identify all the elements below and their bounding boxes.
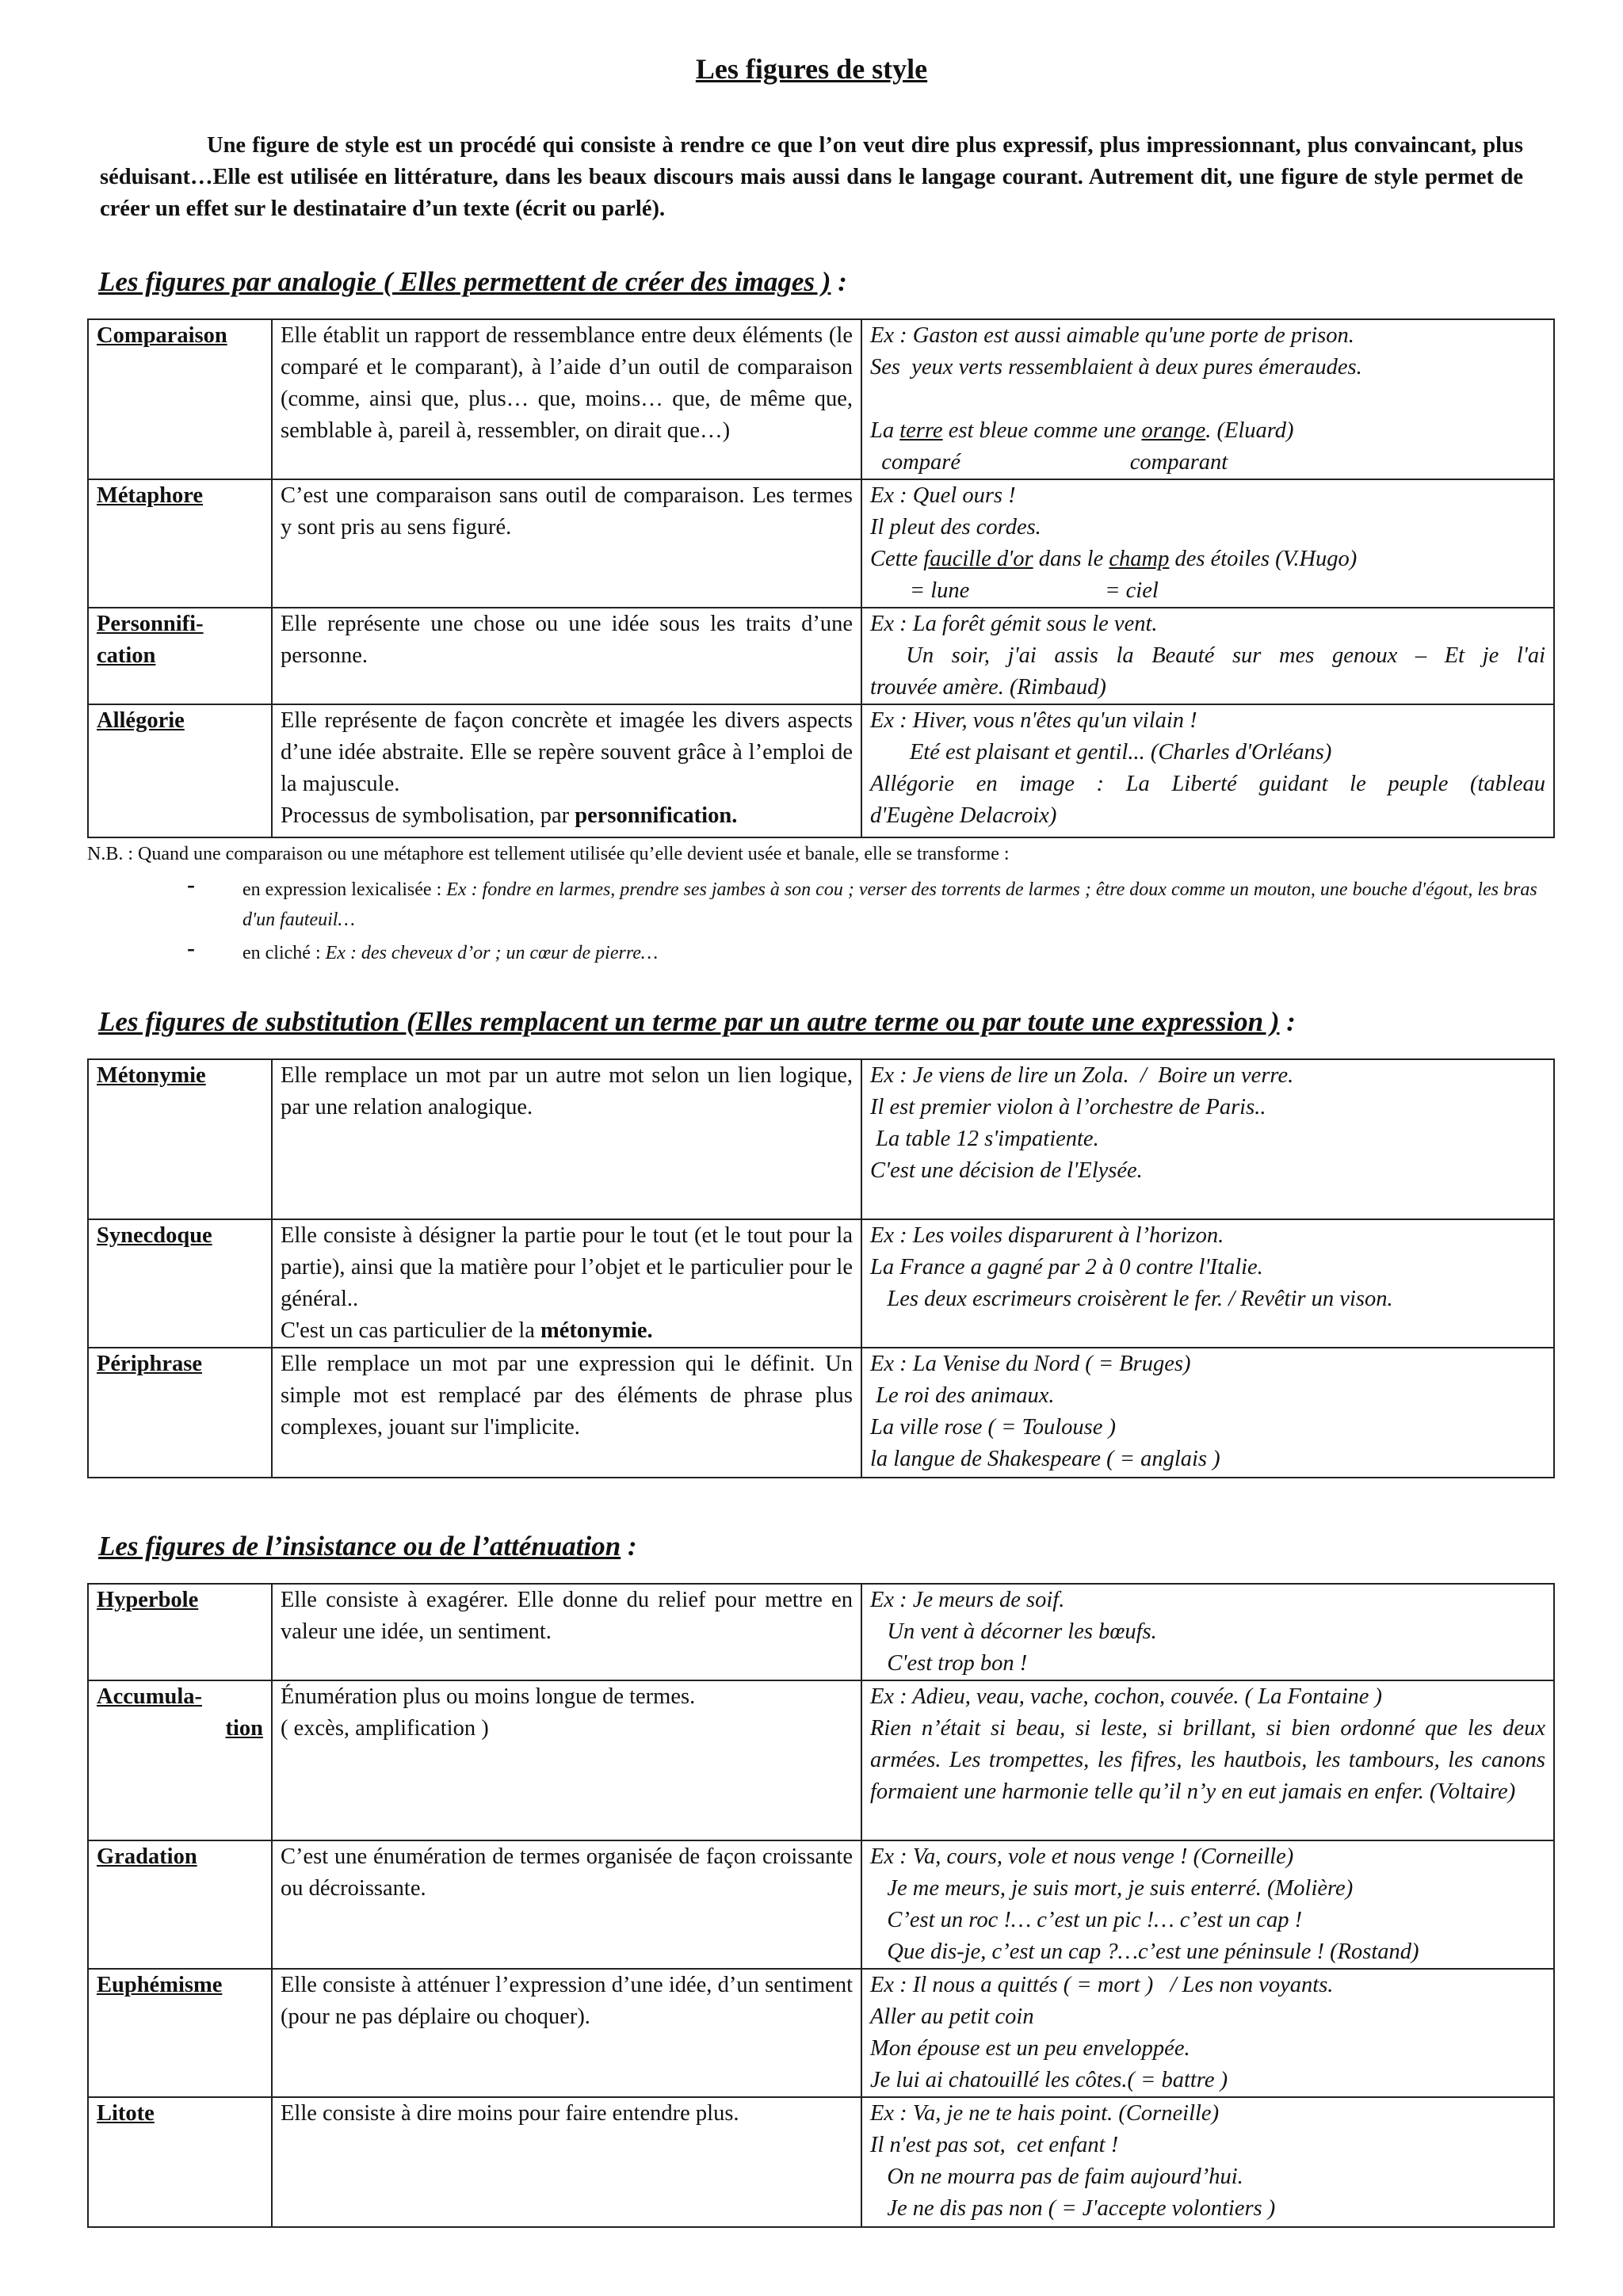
term-cell: Euphémisme <box>88 1969 272 2097</box>
example-line: Ex : Je viens de lire un Zola. / Boire un verre. <box>870 1063 1294 1088</box>
example-line: Je ne dis pas non ( = J'accepte volontiers ) <box>870 2196 1276 2221</box>
example-line: Ses yeux verts ressemblaient à deux pures émeraudes. <box>870 355 1362 379</box>
bold-word: métonymie. <box>540 1318 653 1343</box>
definition-cell: Elle remplace un mot par un autre mot selon un lien logique, par une relation analogique. <box>272 1059 861 1219</box>
definition-cell: Elle représente de façon concrète et imagée les divers aspects d’une idée abstraite. Elle se repère souvent grâce à l’emploi de la majuscule. Processus de symbolisation, par personnification. <box>272 704 861 837</box>
definition-cell: Elle consiste à exagérer. Elle donne du relief pour mettre en valeur une idée, un sentiment. <box>272 1584 861 1680</box>
example-line: C'est une décision de l'Elysée. <box>870 1158 1143 1183</box>
bold-word: personnification. <box>575 803 738 828</box>
nb-item-lexicalisee: en expression lexicalisée : Ex : fondre en larmes, prendre ses jambes à son cou ; verser des torrents de larmes ; être doux comme un mouton, une bouche d'égout, les bras d'un fauteuil… <box>242 879 1537 930</box>
example-line: trouvée amère. (Rimbaud) <box>870 675 1106 700</box>
nb-note: N.B. : Quand une comparaison ou une métaphore est tellement utilisée qu’elle devient usée et banale, elle se transforme : <box>87 844 1010 864</box>
term-cell: Métaphore <box>88 479 272 608</box>
definition-cell: Elle représente une chose ou une idée sous les traits d’une personne. <box>272 608 861 704</box>
section-heading-colon: : <box>831 266 847 297</box>
section-heading-analogie <box>98 266 847 298</box>
example-line: Il est premier violon à l’orchestre de Paris.. <box>870 1095 1266 1119</box>
example-cell <box>861 1969 1554 2097</box>
example-line: Le roi des animaux. <box>870 1383 1055 1408</box>
example-line: Ex : Va, cours, vole et nous venge ! (Corneille) <box>870 1844 1294 1869</box>
example-cell <box>861 1348 1554 1478</box>
example-line: Il n'est pas sot, cet enfant ! <box>870 2133 1119 2157</box>
example-line: = lune = ciel <box>870 578 1159 603</box>
section-heading-text: Les figures par analogie ( Elles permettent de créer des images ) <box>98 266 831 297</box>
table-row <box>88 1584 1554 1680</box>
example-line: Ex : Adieu, veau, vache, cochon, couvée. ( La Fontaine ) <box>870 1684 1383 1709</box>
document-title: Les figures de style <box>695 53 928 85</box>
table-row <box>88 319 1554 479</box>
example-line: Les deux escrimeurs croisèrent le fer. / Revêtir un vison. <box>870 1287 1393 1311</box>
term-cell: Allégorie <box>88 704 272 837</box>
example-line: comparé comparant <box>870 450 1228 475</box>
example-cell <box>861 1680 1554 1840</box>
example-cell <box>861 1584 1554 1680</box>
example-cell <box>861 2097 1554 2227</box>
example-line: Il pleut des cordes. <box>870 515 1041 540</box>
underlined-word: champ <box>1109 547 1170 571</box>
example-line: Ex : Gaston est aussi aimable qu'une porte de prison. <box>870 323 1354 348</box>
section-heading-insistance <box>98 1531 637 1562</box>
definition-cell: Elle consiste à dire moins pour faire entendre plus. <box>272 2097 861 2227</box>
bullet-dash: - <box>187 871 195 898</box>
example-cell <box>861 1219 1554 1348</box>
term-cell: Métonymie <box>88 1059 272 1219</box>
example-line: C’est un roc !… c’est un pic !… c’est un cap ! <box>870 1908 1303 1932</box>
table-row <box>88 608 1554 704</box>
underlined-word: faucille d'or <box>923 547 1033 571</box>
term-cell: Comparaison <box>88 319 272 479</box>
definition-cell: Elle établit un rapport de ressemblance entre deux éléments (le comparé et le comparant), à l’aide d’un outil de comparaison (comme, ainsi que, plus… que, moins… que, de même que, semblable à, pareil à, ressembler, on dirait que…) <box>272 319 861 479</box>
section-heading-text: Les figures de substitution (Elles remplacent un terme par un autre terme ou par toute une expression ) <box>98 1006 1280 1037</box>
example-line: La ville rose ( = Toulouse ) <box>870 1415 1117 1440</box>
example-line: Ex : La Venise du Nord ( = Bruges) <box>870 1352 1191 1376</box>
example-line: Ex : La forêt gémit sous le vent. <box>870 612 1158 636</box>
intro-paragraph: Une figure de style est un procédé qui consiste à rendre ce que l’on veut dire plus expressif, plus impressionnant, plus convaincant, plus séduisant…Elle est utilisée en littérature, dans les beaux discours mais aussi dans le langage courant. Autrement dit, une figure de style permet de créer un effet sur le destinataire d’un texte (écrit ou parlé). <box>100 133 1523 221</box>
example-cell <box>861 319 1554 479</box>
example-line: Eté est plaisant et gentil... (Charles d'Orléans) <box>870 740 1332 765</box>
term-cell: Gradation <box>88 1840 272 1969</box>
table-substitution <box>87 1058 1555 1478</box>
example-line: La table 12 s'impatiente. <box>870 1127 1099 1151</box>
example-line: Aller au petit coin <box>870 2004 1034 2029</box>
underlined-word: terre <box>899 418 943 443</box>
example-line: Ex : Il nous a quittés ( = mort ) / Les non voyants. <box>870 1973 1334 1997</box>
example-line: La terre est bleue comme une orange. (Eluard) <box>870 418 1294 443</box>
definition-cell: Énumération plus ou moins longue de termes. ( excès, amplification ) <box>272 1680 861 1840</box>
table-row <box>88 2097 1554 2227</box>
example-line: Ex : Quel ours ! <box>870 483 1016 508</box>
section-heading-substitution <box>98 1006 1296 1038</box>
table-row <box>88 1840 1554 1969</box>
example-line: Que dis-je, c’est un cap ?…c’est une péninsule ! (Rostand) <box>870 1939 1419 1964</box>
example-line: d'Eugène Delacroix) <box>870 803 1057 828</box>
example-line: Ex : Va, je ne te hais point. (Corneille) <box>870 2101 1220 2126</box>
example-line: Allégorie en image : La Liberté guidant le peuple (tableau <box>870 772 1545 796</box>
table-row <box>88 479 1554 608</box>
example-cell <box>861 479 1554 608</box>
table-row <box>88 1969 1554 2097</box>
example-line: Mon épouse est un peu enveloppée. <box>870 2036 1190 2061</box>
definition-cell: Elle consiste à désigner la partie pour le tout (et le tout pour la partie), ainsi que la matière pour l’objet et le particulier pour le général.. C'est un cas particulier de la métonymie. <box>272 1219 861 1348</box>
table-analogie <box>87 318 1555 838</box>
example-line: Cette faucille d'or dans le champ des étoiles (V.Hugo) <box>870 547 1358 571</box>
definition-cell: C’est une énumération de termes organisée de façon croissante ou décroissante. <box>272 1840 861 1969</box>
table-insistance <box>87 1583 1555 2228</box>
example-line: la langue de Shakespeare ( = anglais ) <box>870 1447 1220 1471</box>
example-line: Un vent à décorner les bœufs. <box>870 1619 1157 1644</box>
example-line: Rien n’était si beau, si leste, si brillant, si bien ordonné que les deux armées. Les trompettes, les fifres, les hautbois, les tambours, les canons formaient une harmonie telle qu’il n’y en eut jamais en enfer. (Voltaire) <box>870 1716 1545 1804</box>
example-line: On ne mourra pas de faim aujourd’hui. <box>870 2164 1243 2189</box>
example-line: Ex : Je meurs de soif. <box>870 1588 1065 1612</box>
example-line: Je me meurs, je suis mort, je suis enterré. (Molière) <box>870 1876 1354 1901</box>
bullet-dash: - <box>187 935 195 961</box>
table-row <box>88 1059 1554 1219</box>
section-heading-text: Les figures de l’insistance ou de l’atténuation <box>98 1531 621 1562</box>
definition-cell: C’est une comparaison sans outil de comparaison. Les termes y sont pris au sens figuré. <box>272 479 861 608</box>
example-cell <box>861 1840 1554 1969</box>
example-line <box>870 383 1545 415</box>
table-row <box>88 1680 1554 1840</box>
example-cell <box>861 1059 1554 1219</box>
definition-cell: Elle consiste à atténuer l’expression d’une idée, d’un sentiment (pour ne pas déplaire ou choquer). <box>272 1969 861 2097</box>
term-cell: Hyperbole <box>88 1584 272 1680</box>
term-cell: Accumula- tion <box>88 1680 272 1840</box>
example-line: Je lui ai chatouillé les côtes.( = battre ) <box>870 2068 1228 2092</box>
table-row <box>88 1219 1554 1348</box>
underlined-word: orange <box>1141 418 1206 443</box>
table-row <box>88 1348 1554 1478</box>
term-cell: Litote <box>88 2097 272 2227</box>
example-line: Un soir, j'ai assis la Beauté sur mes genoux – Et je l'ai <box>870 643 1546 668</box>
example-cell <box>861 704 1554 837</box>
definition-cell: Elle remplace un mot par une expression qui le définit. Un simple mot est remplacé par des éléments de phrase plus complexes, jouant sur l'implicite. <box>272 1348 861 1478</box>
section-heading-colon: : <box>621 1531 637 1562</box>
term-cell: Synecdoque <box>88 1219 272 1348</box>
section-heading-colon: : <box>1279 1006 1296 1037</box>
example-line: Ex : Les voiles disparurent à l’horizon. <box>870 1223 1224 1248</box>
term-cell: Personnifi- cation <box>88 608 272 704</box>
example-cell <box>861 608 1554 704</box>
table-row <box>88 704 1554 837</box>
example-line: C'est trop bon ! <box>870 1651 1028 1676</box>
nb-item-cliche: en cliché : Ex : des cheveux d’or ; un cœur de pierre… <box>242 943 659 963</box>
example-line: Ex : Hiver, vous n'êtes qu'un vilain ! <box>870 708 1197 733</box>
example-line: La France a gagné par 2 à 0 contre l'Italie. <box>870 1255 1263 1280</box>
term-cell: Périphrase <box>88 1348 272 1478</box>
